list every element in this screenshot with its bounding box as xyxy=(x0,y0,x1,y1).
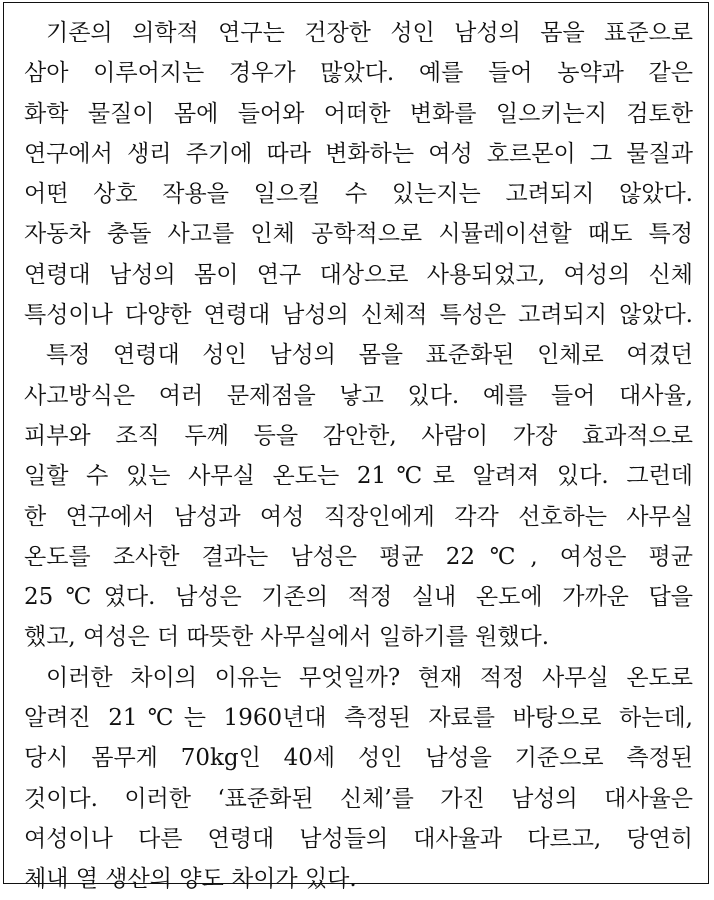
text-line: 당시 몸무게 70kg인 40세 성인 남성을 기준으로 측정된 xyxy=(24,745,693,772)
text-line: 삼아 이루어지는 경우가 많았다. 예를 들어 농약과 같은 xyxy=(24,60,693,87)
text-line: 특성이나 다양한 연령대 남성의 신체적 특성은 고려되지 않았다. xyxy=(24,302,693,329)
text-line: 알려진 21℃는 1960년대 측정된 자료를 바탕으로 하는데, xyxy=(24,705,693,732)
text-line: 온도를 조사한 결과는 남성은 평균 22℃, 여성은 평균 xyxy=(24,543,693,570)
text-line: 어떤 상호 작용을 일으킬 수 있는지는 고려되지 않았다. xyxy=(24,181,693,208)
text-line: 특정 연령대 성인 남성의 몸을 표준화된 인체로 여겼던 xyxy=(46,342,693,369)
text-line: 한 연구에서 남성과 여성 직장인에게 각각 선호하는 사무실 xyxy=(24,503,693,530)
passage-box xyxy=(3,2,709,893)
text-line: 기존의 의학적 연구는 건장한 성인 남성의 몸을 표준으로 xyxy=(46,20,693,46)
text-line: 체내 열 생산의 양도 차이가 있다. xyxy=(24,866,357,893)
text-line: 25℃였다. 남성은 기존의 적정 실내 온도에 가까운 답을 xyxy=(24,584,693,611)
text-line: 자동차 충돌 사고를 인체 공학적으로 시뮬레이션할 때도 특정 xyxy=(24,221,693,248)
text-line: 연령대 남성의 몸이 연구 대상으로 사용되었고, 여성의 신체 xyxy=(24,261,693,288)
text-line: 연구에서 생리 주기에 따라 변화하는 여성 호르몬이 그 물질과 xyxy=(24,140,693,167)
text-line: 이러한 차이의 이유는 무엇일까? 현재 적정 사무실 온도로 xyxy=(46,664,693,691)
text-line: 했고, 여성은 더 따뜻한 사무실에서 일하기를 원했다. xyxy=(24,624,550,651)
text-line: 화학 물질이 몸에 들어와 어떠한 변화를 일으키는지 검토한 xyxy=(24,100,693,127)
text-line: 것이다. 이러한 ‘표준화된 신체’를 가진 남성의 대사율은 xyxy=(24,785,693,812)
text-line: 여성이나 다른 연령대 남성들의 대사율과 다르고, 당연히 xyxy=(24,825,693,852)
text-line: 일할 수 있는 사무실 온도는 21℃로 알려져 있다. 그런데 xyxy=(24,463,693,490)
paragraph-2 xyxy=(24,335,693,657)
passage-text xyxy=(24,13,693,900)
paragraph-1 xyxy=(24,13,693,335)
text-line: 사고방식은 여러 문제점을 낳고 있다. 예를 들어 대사율, xyxy=(24,382,693,409)
paragraph-3 xyxy=(24,658,693,900)
text-line: 피부와 조직 두께 등을 감안한, 사람이 가장 효과적으로 xyxy=(24,422,693,449)
